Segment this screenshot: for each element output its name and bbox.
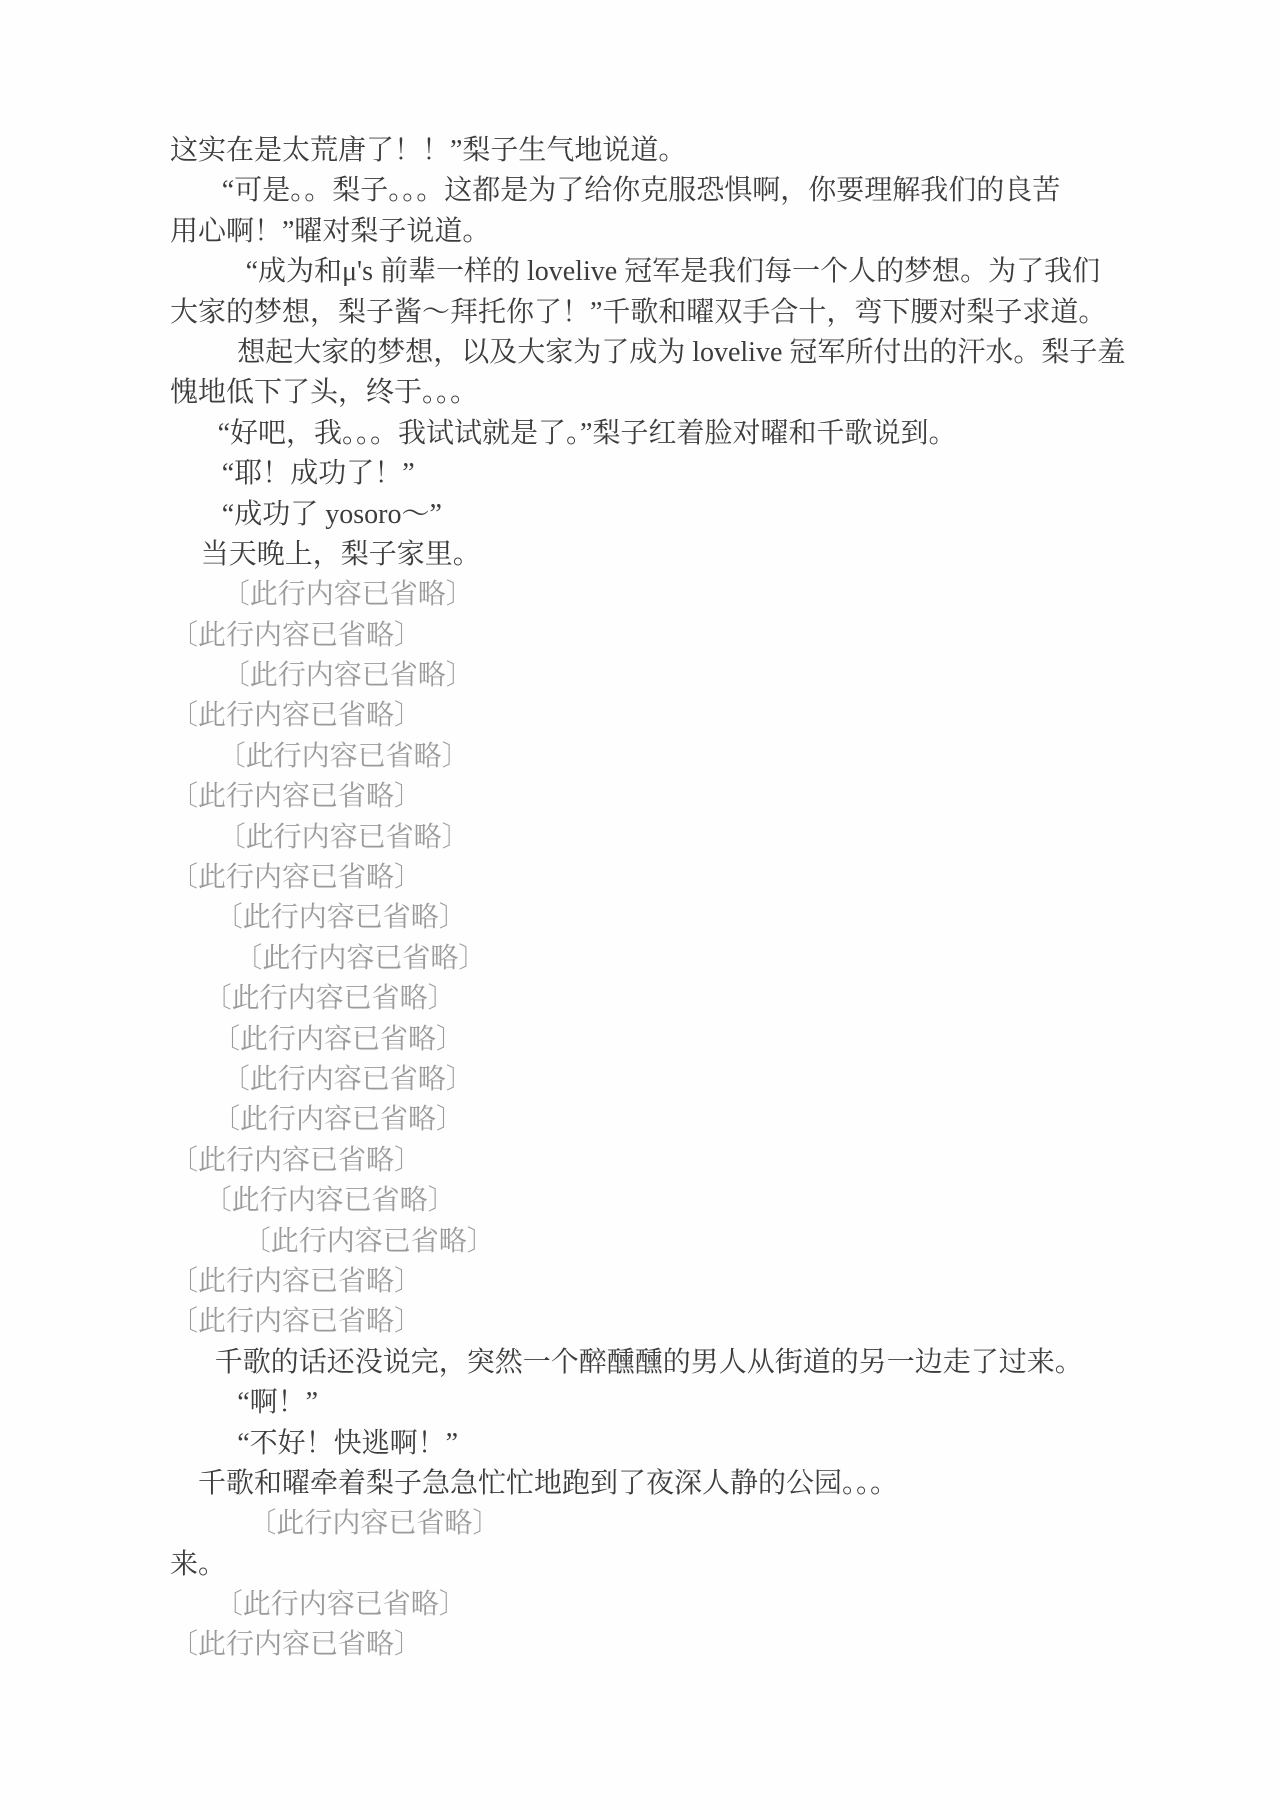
text-line-redacted: 〔此行内容已省略〕 <box>217 821 470 853</box>
text-line-redacted: 〔此行内容已省略〕 <box>170 1144 423 1176</box>
text-line: 大家的梦想，梨子酱～拜托你了！”千歌和曜双手合十，弯下腰对梨子求道。 <box>170 296 1107 328</box>
text-line: “耶！成功了！” <box>221 458 415 490</box>
text-line: 千歌的话还没说完，突然一个醉醺醺的男人从街道的另一边走了过来。 <box>214 1346 1083 1378</box>
text-line-redacted: 〔此行内容已省略〕 <box>170 1629 423 1661</box>
text-line: 愧地低下了头，终于。。。 <box>170 377 479 409</box>
text-line-redacted: 〔此行内容已省略〕 <box>170 619 423 651</box>
text-line: 这实在是太荒唐了！！”梨子生气地说道。 <box>170 135 687 166</box>
text-line-redacted: 〔此行内容已省略〕 <box>221 660 474 692</box>
text-line-redacted: 〔此行内容已省略〕 <box>234 942 487 974</box>
text-line-redacted: 〔此行内容已省略〕 <box>214 902 467 934</box>
text-line-redacted: 〔此行内容已省略〕 <box>203 983 456 1015</box>
text-line: “啊！” <box>237 1387 319 1419</box>
text-line: 来。 <box>170 1548 227 1580</box>
text-line-redacted: 〔此行内容已省略〕 <box>221 579 474 611</box>
text-line: “成为和μ's 前辈一样的 lovelive 冠军是我们每一个人的梦想。为了我们 <box>245 256 1101 288</box>
text-line-redacted: 〔此行内容已省略〕 <box>217 740 470 772</box>
text-line: “可是。。梨子。。。这都是为了给你克服恐惧啊，你要理解我们的良苦 <box>221 175 1061 207</box>
text-line: 用心啊！”曜对梨子说道。 <box>170 215 491 247</box>
text-line-redacted: 〔此行内容已省略〕 <box>170 862 423 894</box>
text-line-redacted: 〔此行内容已省略〕 <box>212 1104 465 1136</box>
text-line-redacted: 〔此行内容已省略〕 <box>170 781 423 813</box>
text-line: 千歌和曜牵着梨子急急忙忙地跑到了夜深人静的公园。。。 <box>198 1467 899 1499</box>
text-line: “成功了 yosoro～” <box>221 498 442 530</box>
text-line-redacted: 〔此行内容已省略〕 <box>170 1306 423 1338</box>
text-line-redacted: 〔此行内容已省略〕 <box>203 1185 456 1217</box>
text-line: “好吧，我。。。我试试就是了。”梨子红着脸对曜和千歌说到。 <box>217 417 957 449</box>
text-line: 当天晚上，梨子家里。 <box>200 538 481 570</box>
text-line-redacted: 〔此行内容已省略〕 <box>212 1023 465 1055</box>
text-line-redacted: 〔此行内容已省略〕 <box>170 1265 423 1297</box>
text-line-redacted: 〔此行内容已省略〕 <box>221 1063 474 1095</box>
text-line-redacted: 〔此行内容已省略〕 <box>242 1225 495 1257</box>
text-line: “不好！快逃啊！” <box>237 1427 459 1459</box>
text-line-redacted: 〔此行内容已省略〕 <box>248 1508 501 1540</box>
text-block <box>170 131 1126 1666</box>
text-line-redacted: 〔此行内容已省略〕 <box>214 1589 467 1621</box>
text-line: 想起大家的梦想，以及大家为了成为 lovelive 冠军所付出的汗水。梨子羞 <box>237 336 1126 368</box>
text-line-redacted: 〔此行内容已省略〕 <box>170 700 423 732</box>
